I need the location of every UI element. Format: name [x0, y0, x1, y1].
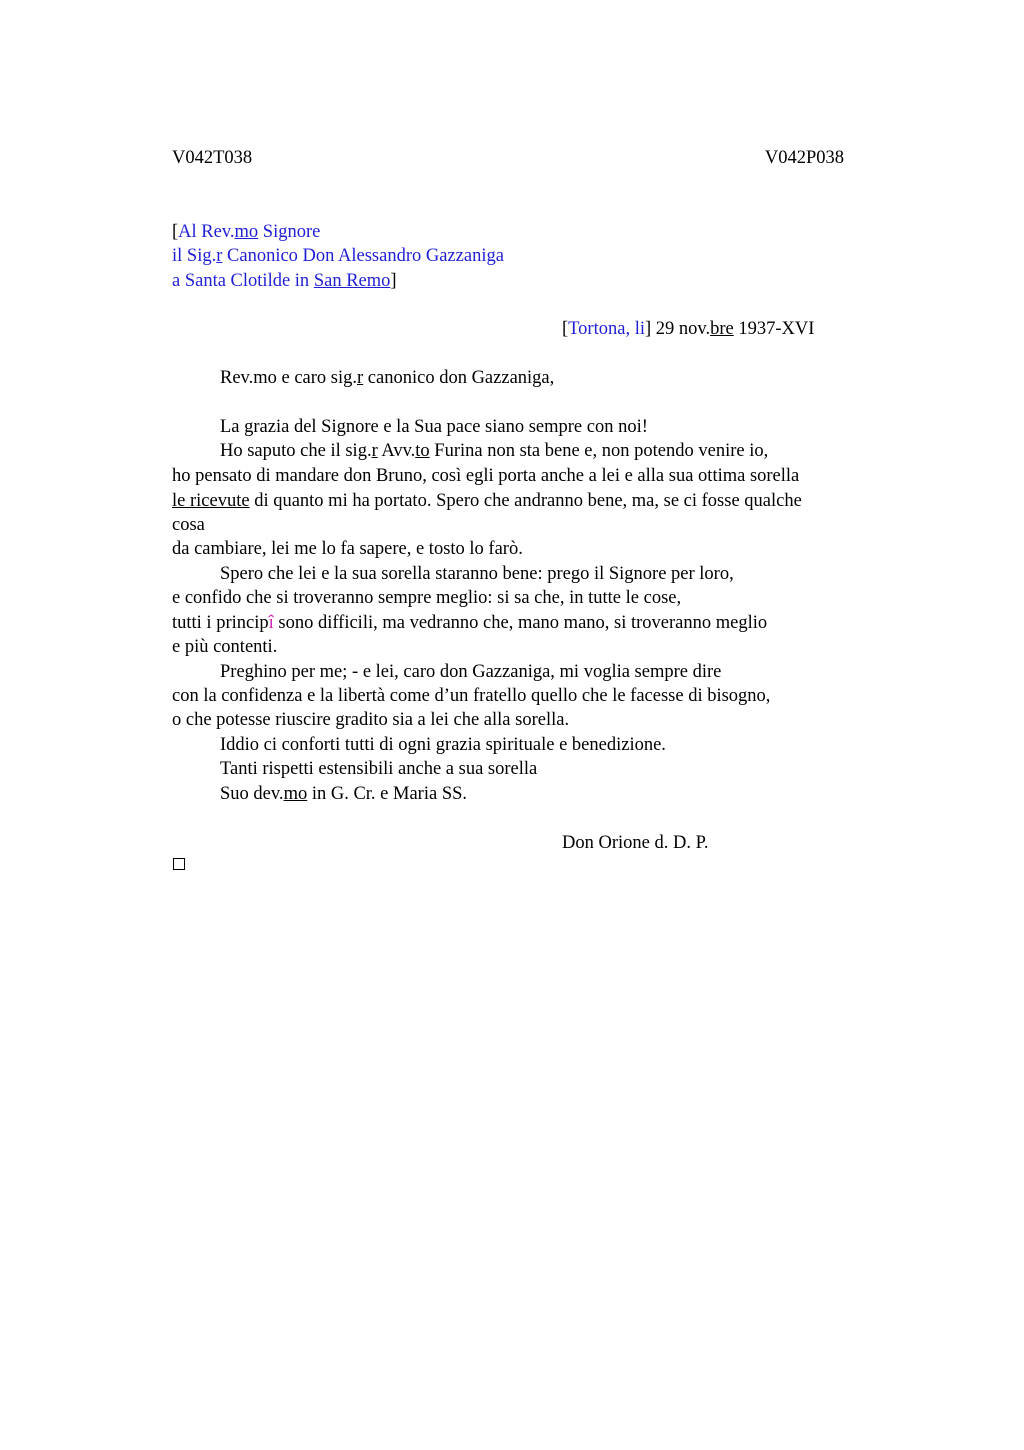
body-line: La grazia del Signore e la Sua pace siano sempre con noi! [220, 417, 648, 437]
address-line-1: [Al Rev.mo Signore [172, 222, 321, 242]
body-line: con la confidenza e la libertà come d’un fratello quello che le facesse di bisogno, [172, 686, 771, 706]
address-line-2: il Sig.r Canonico Don Alessandro Gazzaniga [172, 246, 504, 266]
body-line: Spero che lei e la sua sorella staranno bene: prego il Signore per loro, [220, 564, 734, 584]
document-code-left: V042T038 [172, 148, 253, 168]
body-line: Ho saputo che il sig.r Avv.to Furina non sta bene e, non potendo venire io, [220, 441, 769, 461]
body-line: e confido che si troveranno sempre meglio: si sa che, in tutte le cose, [172, 588, 682, 608]
salutation: Rev.mo e caro sig.r canonico don Gazzaniga, [220, 368, 555, 388]
body-line: cosa [172, 515, 205, 535]
body-line: le ricevute di quanto mi ha portato. Spero che andranno bene, ma, se ci fosse qualche [172, 491, 802, 511]
body-line: ho pensato di mandare don Bruno, così egli porta anche a lei e alla sua ottima sorella [172, 466, 800, 486]
document-code-right: V042P038 [764, 148, 844, 168]
closing-line: Suo dev.mo in G. Cr. e Maria SS. [220, 784, 468, 804]
body-line: Iddio ci conforti tutti di ogni grazia spirituale e benedizione. [220, 735, 666, 755]
body-line: da cambiare, lei me lo fa sapere, e tosto lo farò. [172, 539, 523, 559]
body-line: Tanti rispetti estensibili anche a sua sorella [220, 759, 538, 779]
dateline: [Tortona, li] 29 nov.bre 1937-XVI [562, 319, 815, 339]
body-line: tutti i principî sono difficili, ma vedranno che, mano mano, si troveranno meglio [172, 613, 768, 633]
body-line: e più contenti. [172, 637, 278, 657]
checkbox-square-icon [173, 858, 185, 870]
body-line: Preghino per me; - e lei, caro don Gazzaniga, mi voglia sempre dire [220, 662, 722, 682]
address-line-3: a Santa Clotilde in San Remo] [172, 271, 397, 291]
signature: Don Orione d. D. P. [562, 833, 709, 853]
body-line: o che potesse riuscire gradito sia a lei che alla sorella. [172, 710, 570, 730]
